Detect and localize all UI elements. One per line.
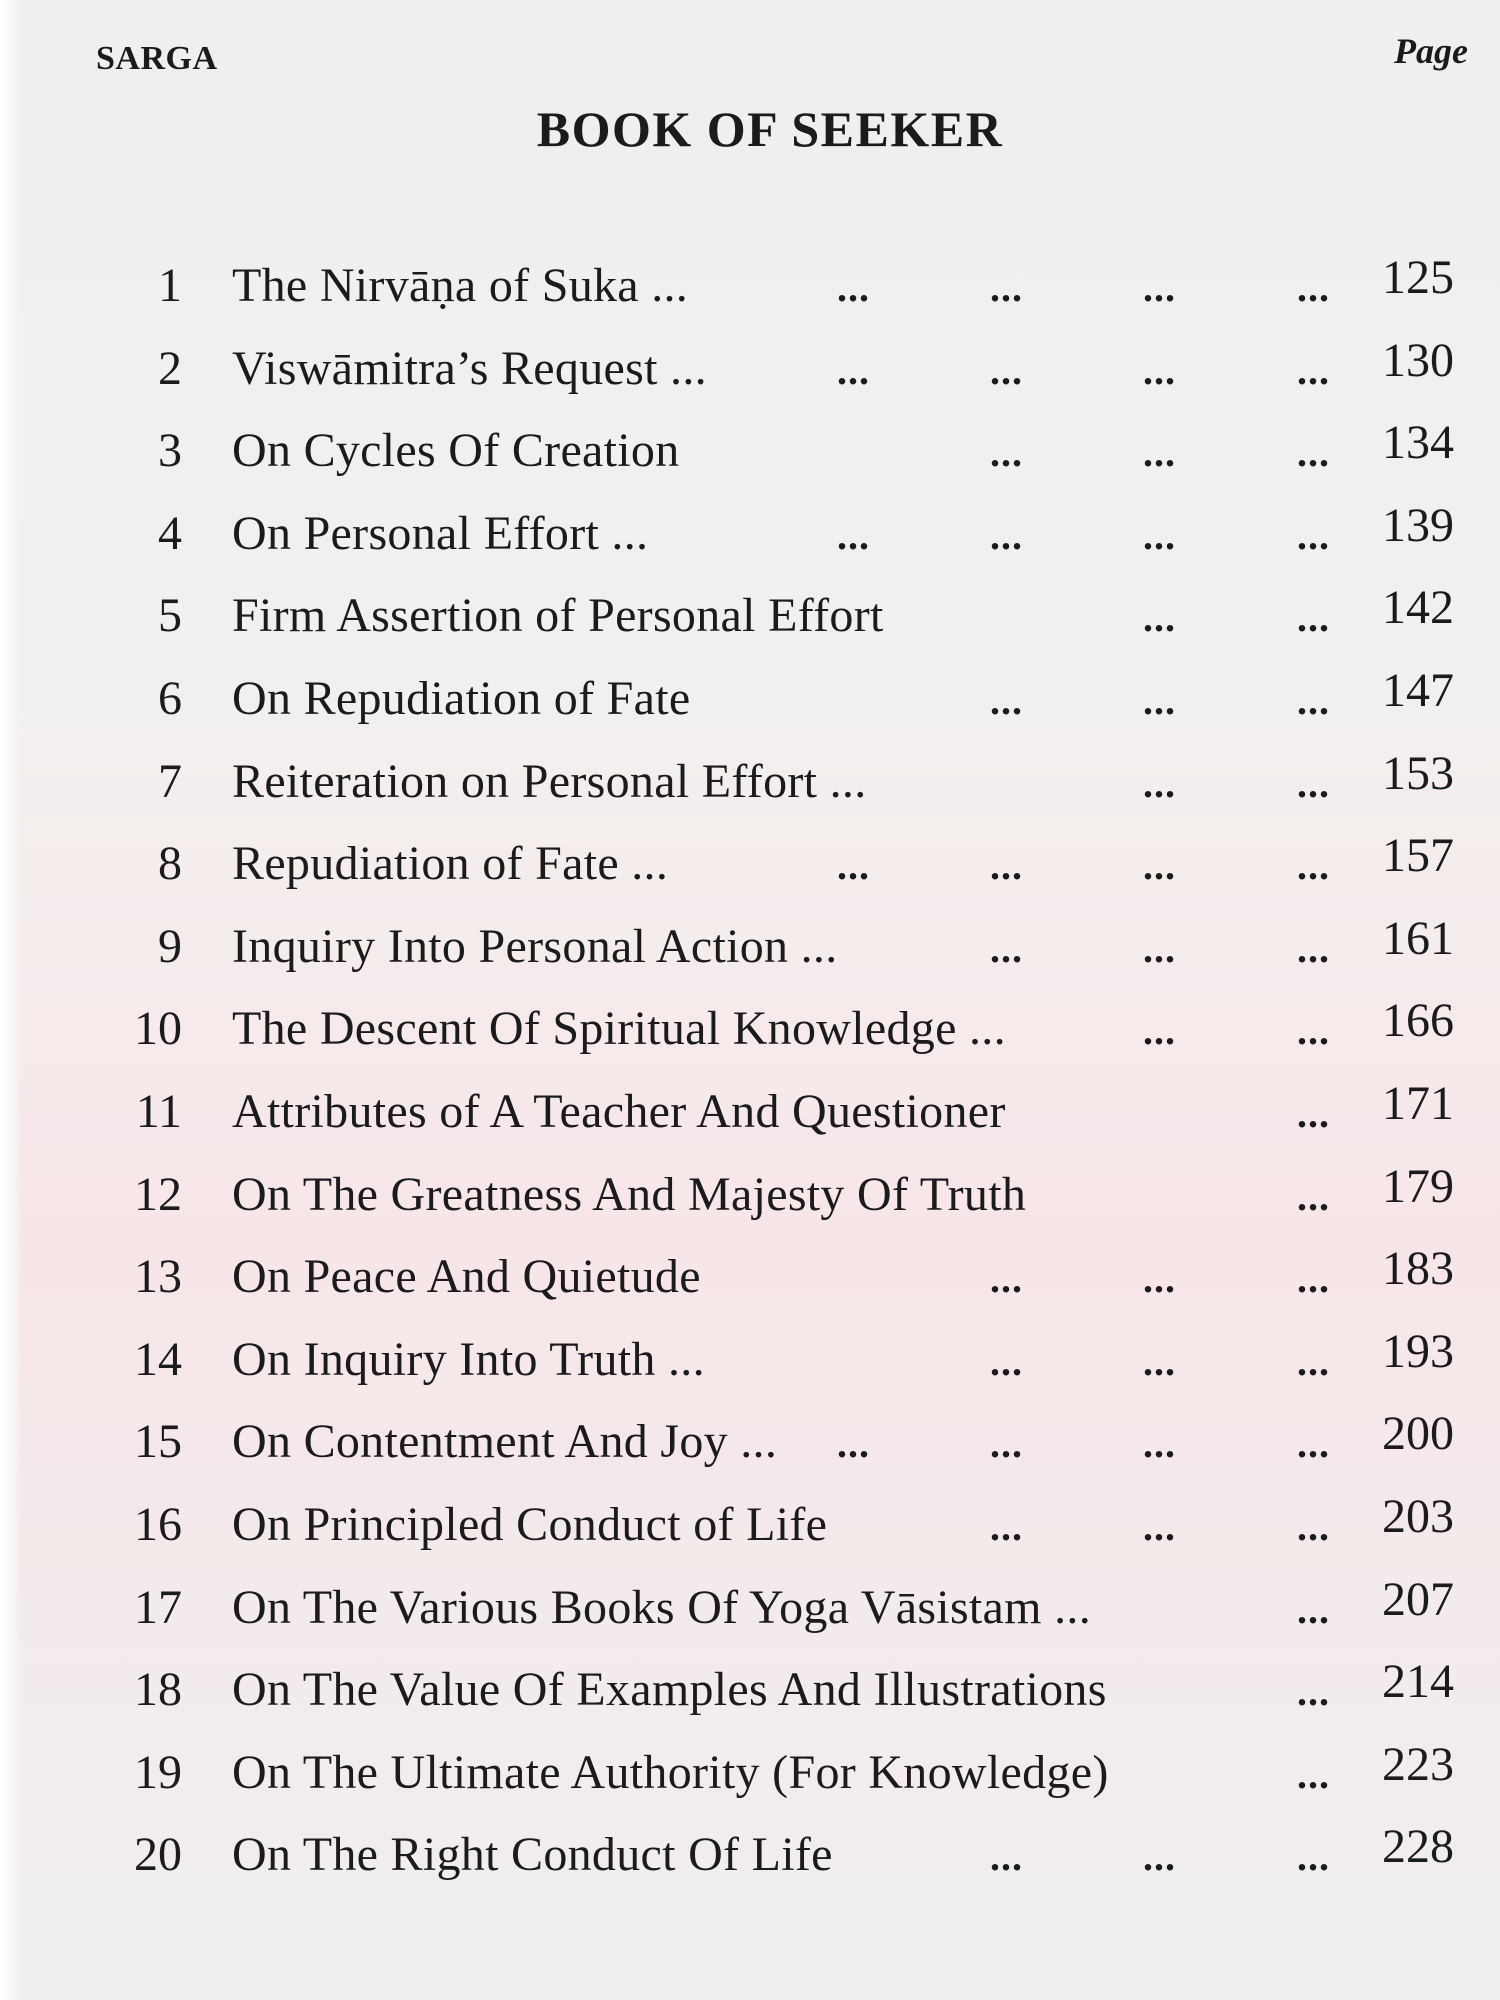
chapter-title: On The Various Books Of Yoga Vāsistam ... xyxy=(232,1580,1092,1634)
page-number: 125 xyxy=(1382,251,1454,304)
chapter-title: The Nirvāṇa of Suka ... xyxy=(232,259,689,312)
dot-leader: ... xyxy=(1143,265,1176,310)
sarga-number: 1 xyxy=(158,259,182,312)
dot-leader: ... xyxy=(1297,1090,1330,1136)
toc-entry xyxy=(0,746,1500,837)
page-number: 134 xyxy=(1382,416,1454,470)
dot-leader: ... xyxy=(1143,677,1176,723)
sarga-number: 6 xyxy=(158,671,182,725)
chapter-title: On The Greatness And Majesty Of Truth xyxy=(232,1167,1027,1221)
toc-entry xyxy=(0,333,1500,424)
page-number: 223 xyxy=(1382,1737,1454,1791)
dot-leader: ... xyxy=(837,265,870,310)
chapter-title: Firm Assertion of Personal Effort xyxy=(232,589,884,643)
sarga-number: 4 xyxy=(158,506,182,560)
sarga-number: 20 xyxy=(134,1828,182,1882)
dot-leader: ... xyxy=(990,1338,1023,1384)
page-number: 183 xyxy=(1382,1242,1454,1296)
chapter-title: On The Right Conduct Of Life xyxy=(232,1828,833,1882)
page-number: 130 xyxy=(1382,333,1454,387)
sarga-number: 16 xyxy=(134,1497,182,1551)
dot-leader: ... xyxy=(1143,760,1176,806)
sarga-number: 13 xyxy=(134,1250,182,1304)
chapter-title: Repudiation of Fate ... xyxy=(232,837,669,891)
dot-leader: ... xyxy=(1297,677,1330,723)
dot-leader: ... xyxy=(1297,347,1330,393)
dot-leader: ... xyxy=(1297,512,1330,558)
chapter-title: Reiteration on Personal Effort ... xyxy=(232,754,867,808)
page-number: 200 xyxy=(1382,1407,1454,1461)
dot-leader: ... xyxy=(1297,430,1330,476)
chapter-title: The Descent Of Spiritual Knowledge ... xyxy=(232,1002,1006,1056)
dot-leader: ... xyxy=(1297,1008,1330,1054)
dot-leader: ... xyxy=(1297,1669,1330,1715)
sarga-number: 2 xyxy=(158,341,182,395)
dot-leader: ... xyxy=(1143,1503,1176,1549)
page-number: 139 xyxy=(1382,498,1454,552)
chapter-title: On Contentment And Joy ... xyxy=(232,1415,778,1469)
chapter-title: On Cycles Of Creation xyxy=(232,424,680,478)
dot-leader: ... xyxy=(1143,925,1176,971)
dot-leader: ... xyxy=(1143,1421,1176,1467)
dot-leader: ... xyxy=(990,265,1023,310)
dot-leader: ... xyxy=(1297,760,1330,806)
chapter-title: On Repudiation of Fate xyxy=(232,671,691,725)
sarga-number: 9 xyxy=(158,919,182,973)
dot-leader: ... xyxy=(990,1834,1023,1880)
dot-leader: ... xyxy=(1297,1586,1330,1632)
page-number: 166 xyxy=(1382,994,1454,1048)
dot-leader: ... xyxy=(990,430,1023,476)
toc-entry xyxy=(0,251,1500,341)
dot-leader: ... xyxy=(837,512,870,558)
dot-leader: ... xyxy=(1143,1256,1176,1302)
chapter-title: Attributes of A Teacher And Questioner xyxy=(232,1084,1006,1138)
toc-entry xyxy=(0,994,1500,1084)
dot-leader: ... xyxy=(990,843,1023,889)
toc-entry xyxy=(0,1242,1500,1332)
dot-leader: ... xyxy=(1297,1834,1330,1880)
page-number: 203 xyxy=(1382,1489,1454,1543)
toc-entry xyxy=(0,416,1500,506)
toc-entry xyxy=(0,1820,1500,1910)
sarga-number: 14 xyxy=(134,1332,182,1386)
page-number: 161 xyxy=(1382,911,1454,965)
sarga-number: 5 xyxy=(158,589,182,643)
chapter-title: On Personal Effort ... xyxy=(232,506,649,560)
page-number: 157 xyxy=(1382,829,1454,883)
page-number: 171 xyxy=(1382,1076,1454,1130)
dot-leader: ... xyxy=(1297,1751,1330,1797)
chapter-title: Viswāmitra’s Request ... xyxy=(232,341,707,395)
sarga-number: 3 xyxy=(158,424,182,478)
dot-leader: ... xyxy=(1297,265,1330,310)
dot-leader: ... xyxy=(1297,1503,1330,1549)
sarga-number: 15 xyxy=(134,1415,182,1469)
dot-leader: ... xyxy=(990,1421,1023,1467)
column-header-sarga: SARGA xyxy=(96,40,218,77)
dot-leader: ... xyxy=(1297,1421,1330,1467)
dot-leader: ... xyxy=(990,925,1023,971)
dot-leader: ... xyxy=(990,512,1023,558)
dot-leader: ... xyxy=(1297,1256,1330,1302)
toc-entry xyxy=(0,829,1500,919)
dot-leader: ... xyxy=(1143,347,1176,393)
column-header-page: Page xyxy=(1394,31,1468,71)
dot-leader: ... xyxy=(1143,512,1176,558)
table-of-contents xyxy=(0,251,1500,1910)
sarga-number: 7 xyxy=(158,754,182,808)
dot-leader: ... xyxy=(1297,1173,1330,1219)
page-number: 193 xyxy=(1382,1324,1454,1378)
dot-leader: ... xyxy=(1143,430,1176,476)
page-number: 228 xyxy=(1382,1820,1454,1874)
page-number: 147 xyxy=(1382,663,1454,717)
sarga-number: 10 xyxy=(134,1002,182,1056)
dot-leader: ... xyxy=(1297,595,1330,641)
dot-leader: ... xyxy=(990,1256,1023,1302)
page-number: 214 xyxy=(1382,1655,1454,1709)
page-number: 207 xyxy=(1382,1572,1454,1626)
toc-entry xyxy=(0,581,1500,671)
chapter-title: On Principled Conduct of Life xyxy=(232,1497,828,1551)
sarga-number: 17 xyxy=(134,1580,182,1634)
toc-entry xyxy=(0,663,1500,754)
dot-leader: ... xyxy=(837,347,870,393)
toc-entry xyxy=(0,1076,1500,1167)
page-number: 179 xyxy=(1382,1159,1454,1213)
toc-entry xyxy=(0,498,1500,589)
chapter-title: Inquiry Into Personal Action ... xyxy=(232,919,838,973)
dot-leader: ... xyxy=(1297,1338,1330,1384)
toc-entry xyxy=(0,1324,1500,1415)
dot-leader: ... xyxy=(1143,1008,1176,1054)
dot-leader: ... xyxy=(990,347,1023,393)
dot-leader: ... xyxy=(990,1503,1023,1549)
dot-leader: ... xyxy=(1297,843,1330,889)
dot-leader: ... xyxy=(1297,925,1330,971)
toc-entry xyxy=(0,1159,1500,1250)
sarga-number: 12 xyxy=(134,1167,182,1221)
dot-leader: ... xyxy=(990,677,1023,723)
toc-entry xyxy=(0,1737,1500,1828)
dot-leader: ... xyxy=(837,1421,870,1467)
section-title: BOOK OF SEEKER xyxy=(536,101,1004,157)
toc-entry xyxy=(0,1407,1500,1497)
dot-leader: ... xyxy=(1143,595,1176,641)
sarga-number: 18 xyxy=(134,1663,182,1717)
chapter-title: On Peace And Quietude xyxy=(232,1250,701,1304)
page-number: 142 xyxy=(1382,581,1454,635)
chapter-title: On The Ultimate Authority (For Knowledge) xyxy=(232,1745,1109,1799)
sarga-number: 19 xyxy=(134,1745,182,1799)
chapter-title: On Inquiry Into Truth ... xyxy=(232,1332,705,1386)
dot-leader: ... xyxy=(1143,1834,1176,1880)
dot-leader: ... xyxy=(1143,1338,1176,1384)
page-number: 153 xyxy=(1382,746,1454,800)
dot-leader: ... xyxy=(837,843,870,889)
sarga-number: 11 xyxy=(135,1084,182,1138)
toc-entry xyxy=(0,1489,1500,1580)
toc-entry xyxy=(0,1572,1500,1663)
toc-entry xyxy=(0,911,1500,1002)
chapter-title: On The Value Of Examples And Illustrations xyxy=(232,1663,1107,1717)
dot-leader: ... xyxy=(1143,843,1176,889)
toc-entry xyxy=(0,1655,1500,1745)
sarga-number: 8 xyxy=(158,837,182,891)
